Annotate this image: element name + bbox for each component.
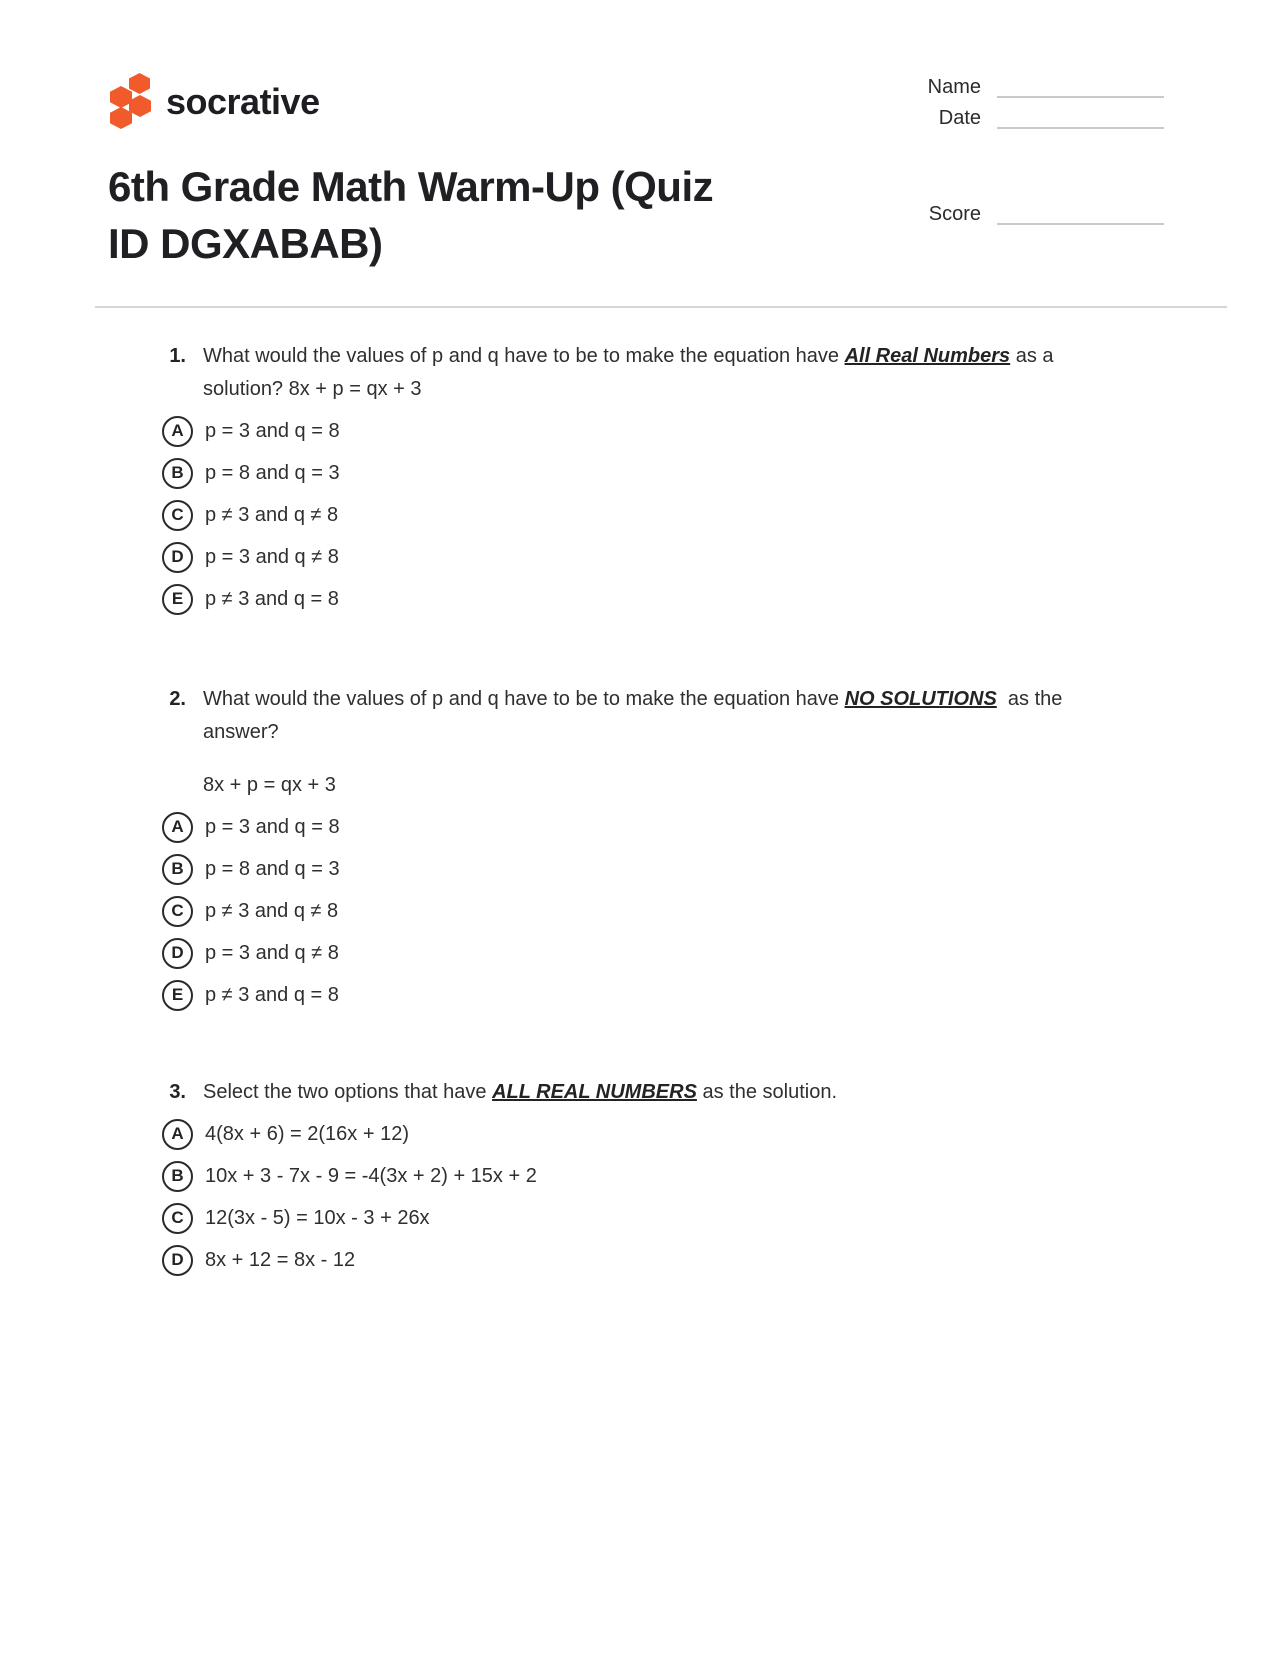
question-2-emphasis: NO SOLUTIONS xyxy=(844,688,997,710)
question-3-emphasis: ALL REAL NUMBERS xyxy=(492,1081,697,1103)
answer-text: p ≠ 3 and q ≠ 8 xyxy=(205,503,339,526)
hexagon-icon xyxy=(129,95,151,117)
date-blank-line xyxy=(997,108,1164,129)
answer-bubble: A xyxy=(162,812,193,843)
questions-area xyxy=(156,340,1116,1281)
answer-option xyxy=(156,806,1116,848)
brand-wordmark: socrative xyxy=(166,81,320,122)
question-1-text-before: What would the values of p and q have to be to make the equation have xyxy=(203,345,839,367)
answer-text: p = 8 and q = 3 xyxy=(205,857,340,880)
question-2-header xyxy=(156,683,1116,749)
score-field xyxy=(925,203,1164,225)
header-divider xyxy=(95,306,1227,308)
score-label: Score xyxy=(928,203,981,225)
answer-bubble: D xyxy=(162,542,193,573)
name-blank-line xyxy=(997,77,1164,98)
question-2-options xyxy=(156,806,1116,1016)
answer-option xyxy=(156,1155,1116,1197)
question-1 xyxy=(156,340,1116,620)
score-field-row xyxy=(925,203,1164,225)
question-3 xyxy=(156,1076,1116,1281)
answer-text: p = 8 and q = 3 xyxy=(205,461,340,484)
answer-bubble: C xyxy=(162,500,193,531)
question-2-text xyxy=(203,683,1088,749)
answer-option xyxy=(156,1197,1116,1239)
socrative-hexagons-icon xyxy=(106,70,154,130)
answer-option xyxy=(156,1113,1116,1155)
question-1-header xyxy=(156,340,1116,406)
answer-option xyxy=(156,1239,1116,1281)
answer-text: 10x + 3 - 7x - 9 = -4(3x + 2) + 15x + 2 xyxy=(205,1164,537,1187)
question-1-number: 1. xyxy=(169,345,186,367)
answer-bubble: E xyxy=(162,584,193,615)
answer-option xyxy=(156,410,1116,452)
question-3-options xyxy=(156,1113,1116,1281)
question-3-text xyxy=(203,1076,837,1109)
answer-bubble: B xyxy=(162,1161,193,1192)
answer-option xyxy=(156,932,1116,974)
answer-text: 4(8x + 6) = 2(16x + 12) xyxy=(205,1122,410,1145)
page-title-line2: ID DGXABAB) xyxy=(108,220,383,267)
question-1-emphasis: All Real Numbers xyxy=(844,345,1011,367)
answer-bubble: A xyxy=(162,1119,193,1150)
hexagon-icon xyxy=(110,107,132,129)
answer-text: p = 3 and q ≠ 8 xyxy=(205,545,339,568)
date-field-row xyxy=(925,107,1164,129)
answer-bubble: D xyxy=(162,938,193,969)
question-2-text-before: What would the values of p and q have to be to make the equation have xyxy=(203,688,839,710)
answer-bubble: B xyxy=(162,458,193,489)
answer-option xyxy=(156,536,1116,578)
answer-text: p ≠ 3 and q ≠ 8 xyxy=(205,899,339,922)
answer-text: p = 3 and q = 8 xyxy=(205,419,340,442)
socrative-logo xyxy=(106,70,320,130)
question-3-text-before: Select the two options that have xyxy=(203,1081,487,1103)
answer-bubble: D xyxy=(162,1245,193,1276)
answer-text: p = 3 and q ≠ 8 xyxy=(205,941,339,964)
name-date-fields xyxy=(925,76,1164,129)
answer-bubble: E xyxy=(162,980,193,1011)
hexagon-icon xyxy=(110,86,132,108)
question-3-number: 3. xyxy=(169,1081,186,1103)
question-1-text-after: as a solution? 8x + p = qx + 3 xyxy=(203,345,1054,400)
answer-option xyxy=(156,578,1116,620)
answer-text: 12(3x - 5) = 10x - 3 + 26x xyxy=(205,1206,430,1229)
answer-option xyxy=(156,452,1116,494)
page-title xyxy=(108,158,868,272)
score-blank-line xyxy=(997,204,1164,225)
answer-option xyxy=(156,974,1116,1016)
question-2 xyxy=(156,683,1116,1016)
answer-text: p ≠ 3 and q = 8 xyxy=(205,587,339,610)
name-field-row xyxy=(925,76,1164,98)
answer-bubble: B xyxy=(162,854,193,885)
page-title-line1: 6th Grade Math Warm-Up (Quiz xyxy=(108,163,714,210)
answer-text: p ≠ 3 and q = 8 xyxy=(205,983,339,1006)
answer-option xyxy=(156,890,1116,932)
hexagon-icon xyxy=(129,73,150,94)
question-2-text-after: as the answer? xyxy=(203,688,1063,743)
answer-text: p = 3 and q = 8 xyxy=(205,815,340,838)
question-1-options xyxy=(156,410,1116,620)
answer-option xyxy=(156,848,1116,890)
answer-option xyxy=(156,494,1116,536)
name-label: Name xyxy=(927,76,981,98)
answer-bubble: C xyxy=(162,1203,193,1234)
answer-bubble: C xyxy=(162,896,193,927)
question-3-header xyxy=(156,1076,1116,1109)
answer-text: 8x + 12 = 8x - 12 xyxy=(205,1248,356,1271)
question-1-text xyxy=(203,340,1088,406)
question-2-number: 2. xyxy=(169,688,186,710)
question-3-text-after: as the solution. xyxy=(702,1081,837,1103)
question-2-equation: 8x + p = qx + 3 xyxy=(203,774,336,796)
date-label: Date xyxy=(938,107,981,129)
answer-bubble: A xyxy=(162,416,193,447)
